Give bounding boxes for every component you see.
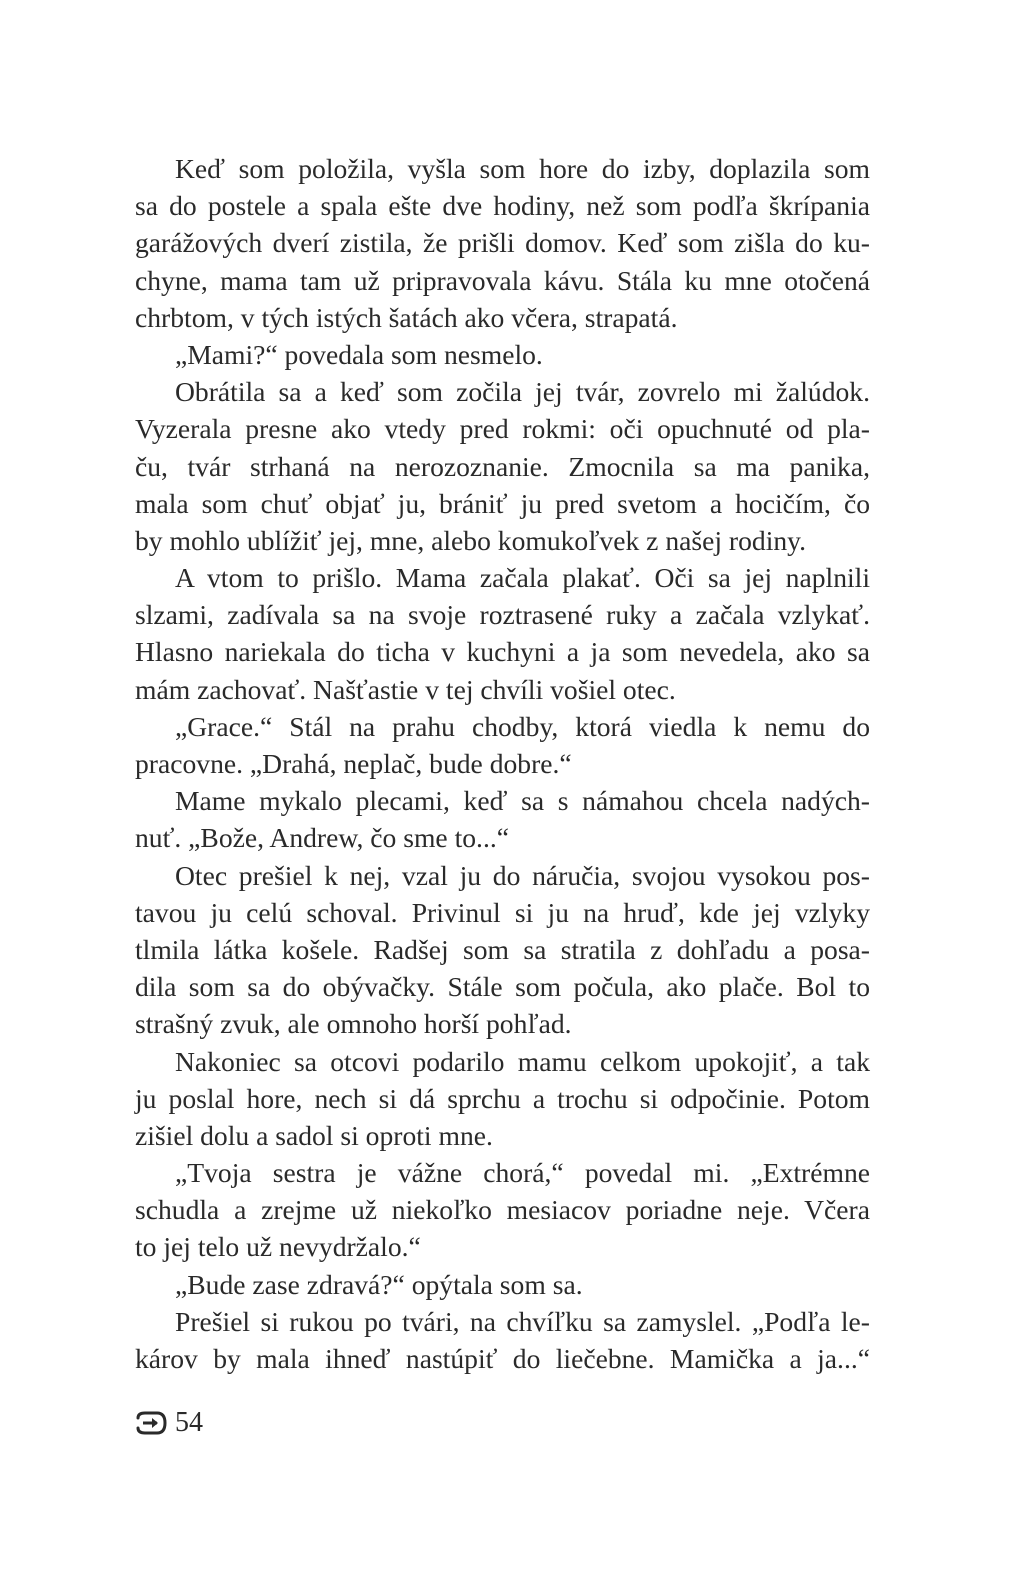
text-line: schudla a zrejme už niekoľko mesiacov poriadne neje. Včera	[135, 1194, 870, 1226]
text-line: to jej telo už nevydržalo.“	[135, 1231, 421, 1263]
text-line: chrbtom, v tých istých šatách ako včera, strapatá.	[135, 301, 678, 333]
text-line: mám zachovať. Našťastie v tej chvíli vošiel otec.	[135, 673, 676, 705]
text-line: Mame mykalo plecami, keď sa s námahou chcela nadých-	[175, 785, 870, 817]
text-line: „Tvoja sestra je vážne chorá,“ povedal mi. „Extrémne	[175, 1157, 870, 1189]
text-line: Nakoniec sa otcovi podarilo mamu celkom upokojiť, a tak	[175, 1045, 870, 1077]
text-line: A vtom to prišlo. Mama začala plakať. Oči sa jej naplnili	[175, 562, 870, 594]
text-line: zišiel dolu a sadol si oproti mne.	[135, 1119, 493, 1151]
text-line: „Mami?“ povedala som nesmelo.	[175, 338, 543, 370]
text-line: „Bude zase zdravá?“ opýtala som sa.	[175, 1268, 583, 1300]
text-line: chyne, mama tam už pripravovala kávu. Stála ku mne otočená	[135, 264, 870, 296]
curved-arrow-icon	[135, 1410, 169, 1436]
text-line: nuť. „Bože, Andrew, čo sme to...“	[135, 822, 509, 854]
page-folio	[135, 1403, 203, 1443]
text-line: pracovne. „Drahá, neplač, bude dobre.“	[135, 748, 572, 779]
body-text	[135, 150, 870, 1377]
text-line: strašný zvuk, ale omnoho horší pohľad.	[135, 1008, 572, 1040]
text-line: dila som sa do obývačky. Stále som počula, ako plače. Bol to	[135, 971, 870, 1003]
text-line: Otec prešiel k nej, vzal ju do náručia, svojou vysokou pos-	[175, 859, 870, 891]
text-line: tavou ju celú schoval. Privinul si ju na hruď, kde jej vzlyky	[135, 896, 870, 928]
text-line: sa do postele a spala ešte dve hodiny, než som podľa škrípania	[135, 190, 870, 222]
text-line: mala som chuť objať ju, brániť ju pred svetom a hocičím, čo	[135, 487, 870, 519]
text-line: Hlasno nariekala do ticha v kuchyni a ja som nevedela, ako sa	[135, 636, 870, 668]
text-line: ju poslal hore, nech si dá sprchu a trochu si odpočinie. Potom	[135, 1082, 870, 1114]
text-line: ču, tvár strhaná na nerozoznanie. Zmocnila sa ma panika,	[135, 450, 870, 482]
text-line: károv by mala ihneď nastúpiť do liečebne. Mamička a ja...“	[135, 1343, 870, 1374]
text-line: Prešiel si rukou po tvári, na chvíľku sa zamyslel. „Podľa le-	[175, 1305, 870, 1337]
text-line: slzami, zadívala sa na svoje roztrasené ruky a začala vzlykať.	[135, 599, 870, 631]
text-line: Obrátila sa a keď som zočila jej tvár, zovrelo mi žalúdok.	[175, 376, 870, 408]
text-line: Keď som položila, vyšla som hore do izby, doplazila som	[175, 153, 870, 184]
text-line: Vyzerala presne ako vtedy pred rokmi: oči opuchnuté od pla-	[135, 413, 870, 445]
page-number: 54	[175, 1407, 203, 1438]
text-line: garážových dverí zistila, že prišli domov. Keď som zišla do ku-	[135, 227, 870, 259]
text-line: „Grace.“ Stál na prahu chodby, ktorá viedla k nemu do	[175, 710, 870, 742]
text-line: by mohlo ublížiť jej, mne, alebo komukoľvek z našej rodiny.	[135, 524, 807, 556]
text-line: tlmila látka košele. Radšej som sa stratila z dohľadu a posa-	[135, 933, 870, 965]
